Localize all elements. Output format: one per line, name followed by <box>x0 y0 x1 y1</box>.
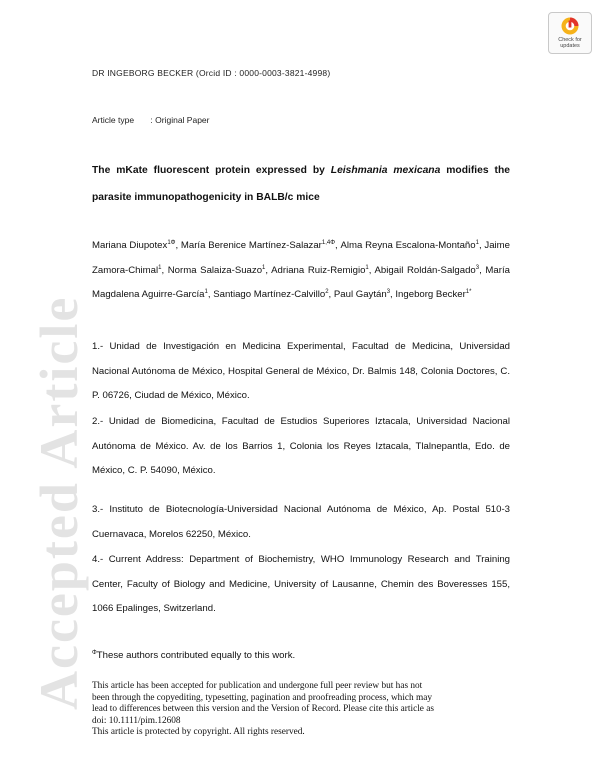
author: Mariana Diupotex$^{1\Phi}$ <box>92 239 176 251</box>
corresponding-author-line: DR INGEBORG BECKER (Orcid ID : 0000-0003-3821-4998) <box>92 68 331 78</box>
badge-label: Check for updates <box>558 37 582 49</box>
equal-contribution-footnote <box>92 650 295 661</box>
author: Norma Salaiza-Suazo$^1$ <box>167 264 266 276</box>
author: Adriana Ruiz-Remigio$^1$ <box>271 264 369 276</box>
notice-line: been through the copyediting, typesetting, pagination and proofreading process, which may <box>92 692 433 703</box>
author: Ingeborg Becker$^{1*}$ <box>395 288 472 300</box>
affiliation-1: 1.- Unidad de Investigación en Medicina Experimental, Facultad de Medicina, Universidad Nacional Autónoma de México, Hospital General de México, Dr. Balmis 148, Colonia Doctores, C. P. 06726, Ciudad de México, México. <box>92 341 510 401</box>
title-part2: modifies the parasite immunopathogenicity in BALB/c mice <box>92 165 510 203</box>
affiliation-4: 4.- Current Address: Department of Biochemistry, WHO Immunology Research and Training Center, Faculty of Biology and Medicine, University of Lausanne, Chemin des Boveresses 155, 1066 Epalinges, Switzerland. <box>92 554 510 614</box>
author: María Berenice Martínez-Salazar$^{1,4\Phi}$ <box>180 239 336 251</box>
article-type <box>92 115 209 125</box>
check-for-updates-badge[interactable] <box>548 12 592 54</box>
acceptance-notice <box>92 681 512 739</box>
article-title <box>92 157 510 211</box>
author: Paul Gaytán$^3$ <box>333 288 391 300</box>
affiliation-2: 2.- Unidad de Biomedicina, Facultad de Estudios Superiores Iztacala, Universidad Nacional Autónoma de México. Av. de los Barrios 1, Colonia los Reyes Iztacala, Tlalnepantla, Edo. de México, C. P. 54090, México. <box>92 416 510 476</box>
author: Jaime Zamora-Chimal$^1$ <box>92 240 510 276</box>
author: María Magdalena Aguirre-García$^1$ <box>92 264 510 300</box>
check-for-updates-icon <box>560 16 580 36</box>
author: Santiago Martínez-Calvillo$^2$ <box>213 288 329 300</box>
author: Alma Reyna Escalona-Montaño$^1$ <box>340 239 479 251</box>
title-species: Leishmania mexicana <box>330 165 441 176</box>
footnote-text: These authors contributed equally to this work. <box>96 650 296 661</box>
notice-line: lead to differences between this version and the Version of Record. Please cite this article as <box>92 704 434 715</box>
notice-doi: doi: 10.1111/pim.12608 <box>92 715 181 726</box>
article-type-label: Article type <box>92 115 135 125</box>
notice-line: This article has been accepted for publication and undergone full peer review but has not <box>92 681 423 691</box>
accepted-article-watermark: Accepted Article <box>29 295 89 710</box>
copyright-line: This article is protected by copyright. All rights reserved. <box>92 727 305 738</box>
footnote-symbol: Φ <box>92 649 97 656</box>
author-list: Mariana Diupotex$^{1\Phi}$, María Berenice Martínez-Salazar$^{1,4\Phi}$, Alma Reyna Escalona-Montaño$^1$, Jaime Zamora-Chimal$^1$, Norma Salaiza-Suazo$^1$, Adriana Ruiz-Remigio$^1$, Abigail Roldán-Salgado$^3$, María Magdalena Aguirre-García$^1$, Santiago Martínez-Calvillo$^2$, Paul Gaytán$^3$, Ingeborg Becker$^{1*}$ <box>92 239 510 300</box>
author: Abigail Roldán-Salgado$^3$ <box>374 264 480 276</box>
article-type-value: : Original Paper <box>150 115 210 125</box>
title-part1: The mKate fluorescent protein expressed by <box>92 165 331 176</box>
affiliation-3: 3.- Instituto de Biotecnología-Universidad Nacional Autónoma de México, Ap. Postal 510-3 Cuernavaca, Morelos 62250, México. <box>92 504 510 540</box>
